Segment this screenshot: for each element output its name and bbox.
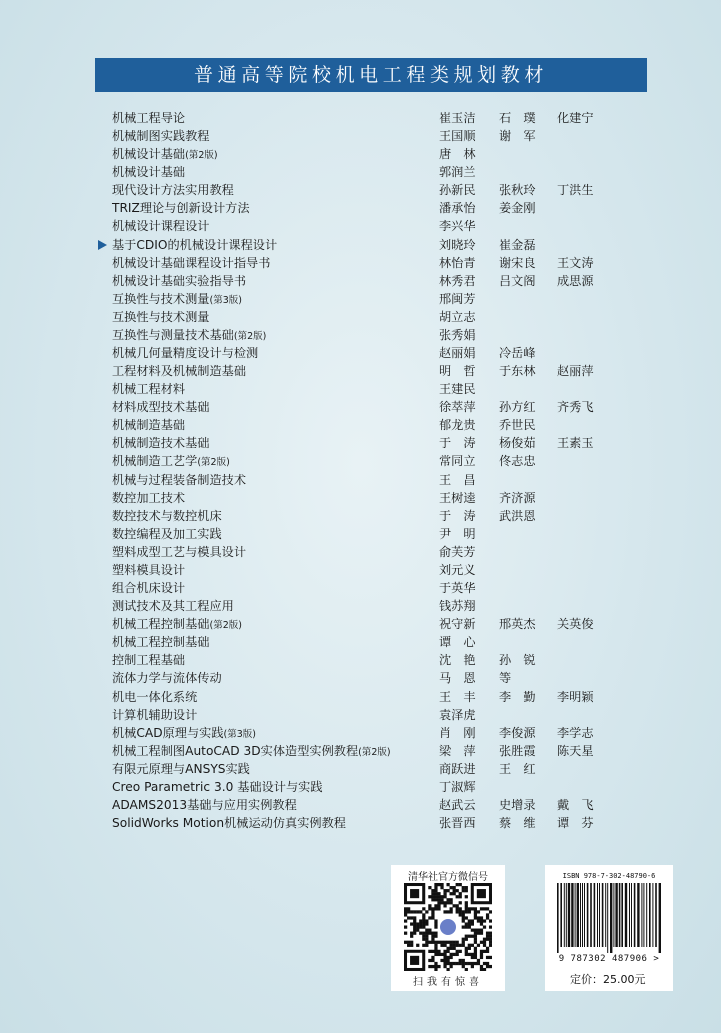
book-author: 张秀娟	[439, 327, 476, 342]
book-title	[112, 217, 210, 235]
book-title-text: 机械设计课程设计	[112, 219, 210, 234]
book-author: 潘承怡	[439, 201, 476, 216]
book-author: 孙新民	[439, 183, 476, 198]
book-author: 乔世民	[499, 418, 536, 433]
book-title	[112, 814, 346, 832]
book-title-text: 机械制造工艺学	[112, 454, 198, 469]
book-author: 马 恩	[439, 671, 476, 686]
book-row	[112, 525, 612, 543]
book-author: 丁洪生	[557, 183, 594, 198]
book-author: 戴 飞	[557, 797, 594, 812]
book-title	[112, 724, 256, 744]
book-title	[112, 543, 246, 561]
book-row	[112, 489, 612, 507]
book-author: 刘晓玲	[439, 237, 476, 252]
book-title	[112, 561, 185, 579]
book-title-text: 机械与过程装备制造技术	[112, 472, 247, 487]
book-title-text: 互换性与技术测量	[112, 291, 210, 306]
book-title-text: 数控技术与数控机床	[112, 508, 222, 523]
book-row	[112, 778, 612, 796]
book-title-text: 机械几何量精度设计与检测	[112, 346, 259, 361]
book-author: 于 涛	[439, 436, 476, 451]
book-title-text: 机械设计基础	[112, 165, 186, 180]
book-title-text: 互换性与测量技术基础	[112, 327, 234, 342]
book-author: 于英华	[439, 581, 476, 596]
book-row	[112, 254, 612, 272]
book-row	[112, 688, 612, 706]
book-row	[112, 326, 612, 344]
book-row	[112, 543, 612, 561]
book-row	[112, 290, 612, 308]
book-title	[112, 199, 250, 217]
book-row	[112, 651, 612, 669]
book-author: 王 昌	[439, 472, 476, 487]
book-author: 王建民	[439, 382, 476, 397]
book-title	[112, 796, 297, 814]
book-title	[112, 633, 210, 651]
book-author: 李 勤	[499, 689, 536, 704]
book-author: 李学志	[557, 725, 594, 740]
book-author: 钱苏翔	[439, 599, 476, 614]
book-author: 齐济源	[499, 490, 536, 505]
book-list	[112, 109, 612, 832]
book-title	[112, 688, 197, 706]
book-title	[112, 778, 323, 796]
book-title-text: 机械设计基础实验指导书	[112, 273, 247, 288]
book-author: 成思源	[557, 273, 594, 288]
book-row	[112, 434, 612, 452]
book-title-text: SolidWorks Motion机械运动仿真实例教程	[112, 816, 346, 831]
book-title-text: 组合机床设计	[112, 581, 186, 596]
book-row	[112, 380, 612, 398]
book-edition: (第2版)	[197, 457, 230, 469]
book-author: 林秀君	[439, 273, 476, 288]
book-row	[112, 217, 612, 235]
book-author: 关英俊	[557, 617, 594, 632]
book-author: 唐 林	[439, 147, 476, 162]
book-title	[112, 416, 185, 434]
qr-caption: 扫我有惊喜	[413, 977, 483, 988]
book-author: 石 璞	[499, 111, 536, 125]
book-author: 等	[499, 671, 512, 686]
book-row	[112, 796, 612, 814]
book-author: 陈天星	[557, 743, 594, 758]
book-author: 化建宁	[557, 111, 594, 125]
book-author: 尹 明	[439, 526, 476, 541]
book-author: 谭 心	[439, 635, 476, 650]
book-title	[112, 344, 258, 362]
book-title	[112, 651, 185, 669]
book-title	[112, 760, 250, 778]
book-title-text: Creo Parametric 3.0 基础设计与实践	[112, 779, 323, 794]
book-row	[112, 344, 612, 362]
book-author: 武洪恩	[499, 508, 536, 523]
book-author: 肖 刚	[439, 725, 476, 740]
book-title-text: 控制工程基础	[112, 653, 186, 668]
book-row	[112, 236, 612, 254]
book-title-text: 塑料成型工艺与模具设计	[112, 544, 247, 559]
book-title	[112, 507, 222, 525]
book-title	[112, 452, 230, 472]
book-title	[112, 362, 246, 380]
book-title	[112, 525, 222, 543]
book-title-text: 机械工程制图AutoCAD 3D实体造型实例教程	[112, 743, 359, 758]
qr-title: 清华社官方微信号	[408, 872, 488, 883]
book-author: 冷岳峰	[499, 346, 536, 361]
book-edition: (第2版)	[185, 150, 218, 162]
book-author: 李俊源	[499, 725, 536, 740]
book-author: 张晋西	[439, 816, 476, 831]
book-author: 谭 芬	[557, 816, 594, 831]
book-author: 邢英杰	[499, 617, 536, 632]
book-author: 徐萃萍	[439, 400, 476, 415]
book-title-text: 机械制造技术基础	[112, 436, 210, 451]
book-title	[112, 272, 246, 290]
triangle-marker-icon	[98, 240, 107, 250]
book-title-text: 机械CAD原理与实践	[112, 725, 224, 740]
series-banner: 普通高等院校机电工程类规划教材	[95, 58, 647, 92]
book-title	[112, 669, 222, 687]
book-author: 崔玉洁	[439, 111, 476, 125]
book-row	[112, 742, 612, 760]
book-title	[112, 181, 234, 199]
book-row	[112, 597, 612, 615]
book-author: 郭润兰	[439, 165, 476, 180]
book-title	[112, 434, 210, 452]
book-author: 祝守新	[439, 617, 476, 632]
book-author: 邢闽芳	[439, 291, 476, 306]
book-title	[112, 145, 218, 165]
book-author: 常同立	[439, 454, 476, 469]
book-title-text: ADAMS2013基础与应用实例教程	[112, 797, 297, 812]
book-title-text: 材料成型技术基础	[112, 400, 210, 415]
book-title	[112, 254, 270, 272]
book-title-text: 机械设计基础课程设计指导书	[112, 255, 271, 270]
book-row	[112, 272, 612, 290]
book-row	[112, 308, 612, 326]
book-edition: (第2版)	[358, 746, 391, 758]
book-title-text: 机械制造基础	[112, 418, 186, 433]
book-title	[112, 742, 391, 762]
book-title	[112, 471, 246, 489]
book-author: 孙方红	[499, 400, 536, 415]
book-title-text: 数控编程及加工实践	[112, 526, 222, 541]
book-author: 沈 艳	[439, 653, 476, 668]
book-author: 袁泽虎	[439, 707, 476, 722]
book-author: 张胜霞	[499, 743, 536, 758]
book-title	[112, 326, 266, 346]
book-title-text: 机械工程控制基础	[112, 617, 210, 632]
book-title-text: 互换性与技术测量	[112, 309, 210, 324]
book-author: 商跃进	[439, 761, 476, 776]
book-title-text: 流体力学与流体传动	[112, 671, 222, 686]
book-title-text: 数控加工技术	[112, 490, 186, 505]
book-author: 齐秀飞	[557, 400, 594, 415]
book-title-text: 机械设计基础	[112, 147, 186, 162]
book-title	[112, 236, 277, 254]
book-author: 郁龙贵	[439, 418, 476, 433]
book-row	[112, 633, 612, 651]
book-title	[112, 290, 242, 310]
book-title	[112, 597, 234, 615]
book-author: 赵丽娟	[439, 346, 476, 361]
book-row	[112, 760, 612, 778]
wechat-qr-card	[391, 865, 505, 991]
book-title	[112, 579, 185, 597]
isbn-text: ISBN 978-7-302-48790-6	[562, 872, 656, 880]
book-title-text: 机械工程导论	[112, 111, 186, 125]
book-title	[112, 706, 197, 724]
book-author: 崔金磊	[499, 237, 536, 252]
book-author: 佟志忠	[499, 454, 536, 469]
book-title	[112, 489, 185, 507]
book-row	[112, 163, 612, 181]
book-author: 于东林	[499, 364, 536, 379]
book-author: 李兴华	[439, 219, 476, 234]
book-row	[112, 814, 612, 832]
book-row	[112, 416, 612, 434]
isbn-barcode-card	[545, 865, 673, 991]
book-row	[112, 724, 612, 742]
book-author: 于 涛	[439, 508, 476, 523]
book-author: 刘元义	[439, 562, 476, 577]
book-title	[112, 109, 185, 127]
book-author: 胡立志	[439, 309, 476, 324]
book-author: 谢 军	[499, 129, 536, 144]
book-author: 梁 萍	[439, 743, 476, 758]
book-author: 明 哲	[439, 364, 476, 379]
book-title-text: 有限元原理与ANSYS实践	[112, 761, 250, 776]
book-author: 史增录	[499, 797, 536, 812]
book-author: 俞芙芳	[439, 544, 476, 559]
book-row	[112, 127, 612, 145]
book-row	[112, 669, 612, 687]
book-row	[112, 145, 612, 163]
book-title-text: TRIZ理论与创新设计方法	[112, 201, 250, 216]
book-title	[112, 127, 210, 145]
book-title-text: 计算机辅助设计	[112, 707, 198, 722]
book-author: 谢宋良	[499, 255, 536, 270]
book-row	[112, 362, 612, 380]
book-author: 林怡青	[439, 255, 476, 270]
qr-code-icon	[404, 883, 492, 971]
book-author: 丁淑辉	[439, 779, 476, 794]
book-row	[112, 561, 612, 579]
book-title-text: 测试技术及其工程应用	[112, 599, 234, 614]
book-author: 吕文阁	[499, 273, 536, 288]
book-author: 王素玉	[557, 436, 594, 451]
book-edition: (第3版)	[209, 294, 242, 306]
book-row	[112, 507, 612, 525]
book-title	[112, 163, 185, 181]
book-author: 王国顺	[439, 129, 476, 144]
book-author: 姜金刚	[499, 201, 536, 216]
book-title-text: 现代设计方法实用教程	[112, 183, 234, 198]
book-title-text: 机械工程控制基础	[112, 635, 210, 650]
book-title-text: 机电一体化系统	[112, 689, 198, 704]
book-row	[112, 452, 612, 470]
book-edition: (第3版)	[223, 728, 257, 740]
book-row	[112, 579, 612, 597]
barcode-icon	[553, 883, 665, 953]
book-author: 王 红	[499, 761, 536, 776]
book-title	[112, 398, 210, 416]
book-author: 王树逵	[439, 490, 476, 505]
book-author: 李明颖	[557, 689, 594, 704]
book-row	[112, 181, 612, 199]
book-author: 张秋玲	[499, 183, 536, 198]
book-author: 赵武云	[439, 797, 476, 812]
book-edition: (第2版)	[209, 620, 242, 632]
book-title-text: 工程材料及机械制造基础	[112, 364, 247, 379]
book-row	[112, 199, 612, 217]
book-title	[112, 308, 210, 326]
book-author: 蔡 维	[499, 816, 536, 831]
book-row	[112, 471, 612, 489]
book-row	[112, 615, 612, 633]
book-row	[112, 398, 612, 416]
book-title-text: 机械工程材料	[112, 382, 186, 397]
book-row	[112, 706, 612, 724]
book-title-text: 基于CDIO的机械设计课程设计	[112, 237, 278, 252]
price-label: 定价：25.00元	[570, 973, 646, 986]
book-title	[112, 615, 242, 635]
book-author: 王文涛	[557, 255, 594, 270]
book-author: 孙 锐	[499, 653, 536, 668]
book-author: 赵丽萍	[557, 364, 594, 379]
book-title	[112, 380, 185, 398]
book-author: 王 丰	[439, 689, 476, 704]
book-title-text: 机械制图实践教程	[112, 129, 210, 144]
barcode-digits: 9 787302 487906 >	[558, 954, 660, 964]
book-row	[112, 109, 612, 127]
book-title-text: 塑料模具设计	[112, 562, 186, 577]
book-edition: (第2版)	[233, 330, 267, 342]
book-author: 杨俊茹	[499, 436, 536, 451]
